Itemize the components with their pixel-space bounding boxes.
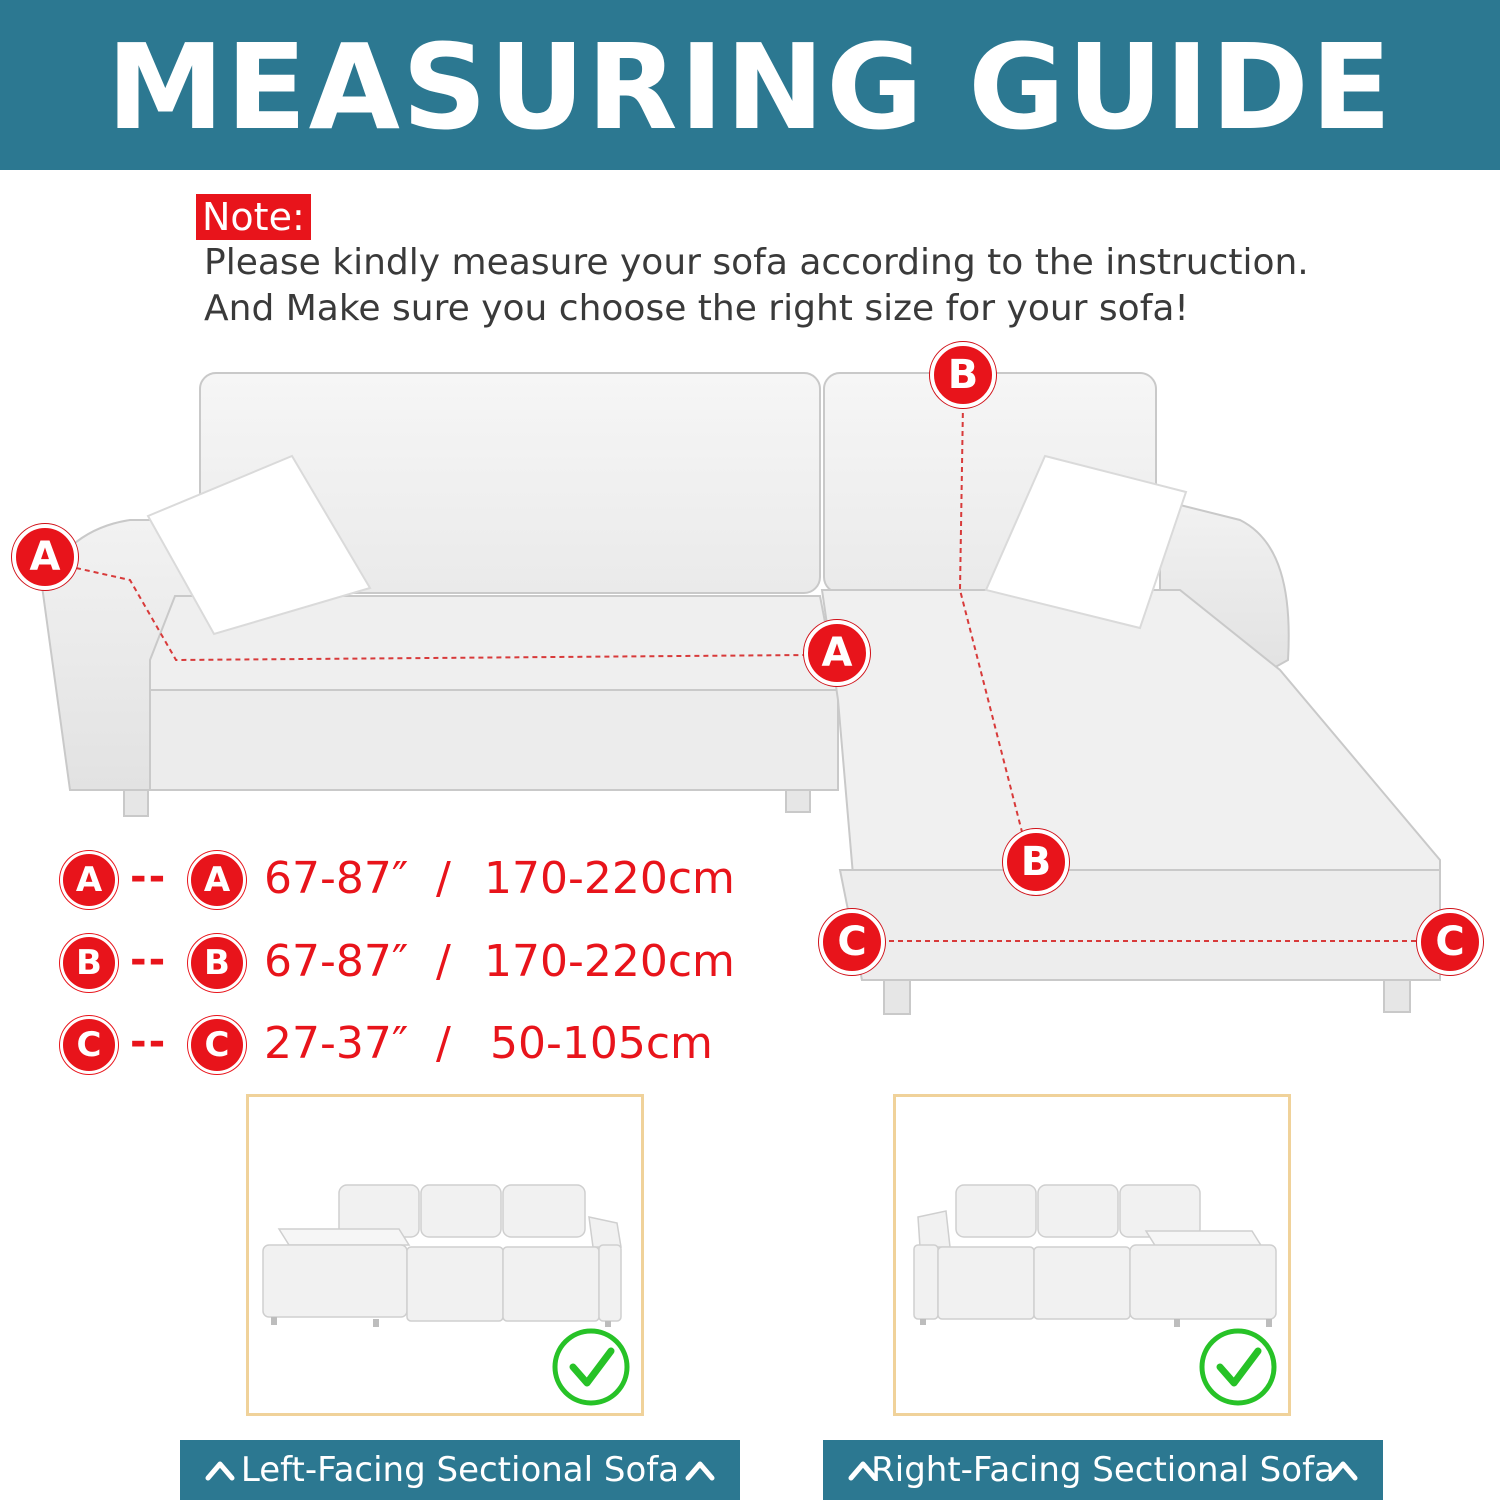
measurement-from: A <box>60 851 118 909</box>
label-c-left: C <box>819 909 885 975</box>
measurement-inches: 27-37″ <box>264 1018 409 1069</box>
measurement-inches: 67-87″ <box>264 853 409 904</box>
right-facing-caption: Right-Facing Sectional Sofa <box>871 1450 1335 1490</box>
right-facing-option-frame <box>893 1094 1291 1416</box>
checkmark-circle-icon <box>1202 1331 1274 1403</box>
chevron-up-icon <box>1327 1454 1359 1486</box>
measurement-row-c <box>60 1016 780 1072</box>
measurement-slash: / <box>436 1018 451 1069</box>
measurement-inches: 67-87″ <box>264 936 409 987</box>
measurement-cm: 170-220cm <box>484 853 735 904</box>
checkmark-circle-icon <box>555 1331 627 1403</box>
label-b-top: B <box>930 342 996 408</box>
page-title: MEASURING GUIDE <box>106 18 1394 156</box>
label-b-bottom: B <box>1003 829 1069 895</box>
label-c-right: C <box>1417 909 1483 975</box>
measurement-cm: 170-220cm <box>484 936 735 987</box>
measurement-sep: -- <box>130 937 168 983</box>
label-a-right: A <box>804 620 870 686</box>
left-facing-sofa-thumbnail <box>249 1097 641 1413</box>
measurement-slash: / <box>436 936 451 987</box>
measurement-sep: -- <box>130 854 168 900</box>
right-facing-sofa-thumbnail <box>896 1097 1288 1413</box>
measurement-to: C <box>188 1016 246 1074</box>
note-line-1: Please kindly measure your sofa according to the instruction. <box>204 242 1309 283</box>
left-facing-caption-bar <box>180 1440 740 1500</box>
measurement-row-a <box>60 851 780 907</box>
measurement-from: B <box>60 934 118 992</box>
sofa-main-body <box>42 373 1440 1014</box>
measurement-cm: 50-105cm <box>490 1018 713 1069</box>
note-badge: Note: <box>196 194 311 240</box>
right-facing-caption-bar <box>823 1440 1383 1500</box>
measurement-from: C <box>60 1016 118 1074</box>
measurement-to: B <box>188 934 246 992</box>
label-a-left: A <box>12 524 78 590</box>
measurement-slash: / <box>436 853 451 904</box>
left-facing-caption: Left-Facing Sectional Sofa <box>240 1450 680 1490</box>
chevron-up-icon <box>684 1454 716 1486</box>
left-facing-option-frame <box>246 1094 644 1416</box>
measurement-to: A <box>188 851 246 909</box>
note-line-2: And Make sure you choose the right size for your sofa! <box>204 288 1189 329</box>
measurement-sep: -- <box>130 1019 168 1065</box>
measurement-row-b <box>60 934 780 990</box>
